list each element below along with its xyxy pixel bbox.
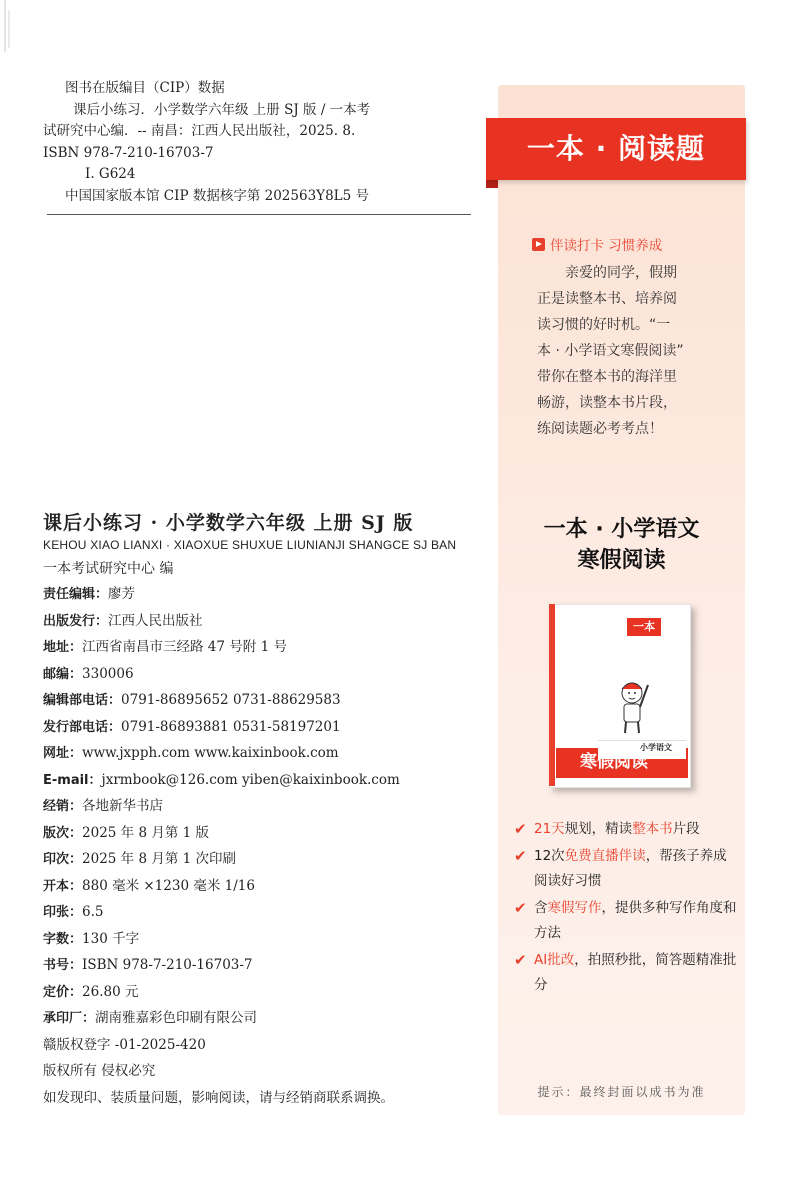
feature-text: 片段 xyxy=(672,821,700,837)
info-row xyxy=(43,928,483,955)
book-title-pinyin: KEHOU XIAO LIANXI · XIAOXUE SHUXUE LIUNIANJI SHANGCE SJ BAN xyxy=(43,538,457,552)
info-label: 承印厂： xyxy=(43,1011,96,1026)
info-row xyxy=(43,663,483,690)
info-label: 编辑部电话： xyxy=(43,693,122,708)
promo-line: 读习惯的好时机。“一 xyxy=(537,317,671,333)
info-label: 字数： xyxy=(43,931,83,947)
info-row xyxy=(43,769,483,796)
divider xyxy=(47,214,471,215)
book-spine xyxy=(549,604,555,786)
info-row xyxy=(43,822,483,849)
cip-line: ISBN 978-7-210-16703-7 xyxy=(43,144,214,161)
info-row xyxy=(43,689,483,716)
info-row xyxy=(43,901,483,928)
book-subject: 小学语文 xyxy=(640,743,672,752)
cip-block xyxy=(43,78,485,207)
feature-item xyxy=(514,844,739,894)
feature-highlight: 寒假写作 xyxy=(547,900,602,916)
info-row xyxy=(43,954,483,981)
info-label: 网址： xyxy=(43,746,83,761)
info-value: 2025 年 8 月第 1 版 xyxy=(82,824,210,841)
ad-subtitle-text: 伴读打卡 习惯养成 xyxy=(550,238,663,254)
info-value: 2025 年 8 月第 1 次印刷 xyxy=(82,851,237,867)
ad-banner xyxy=(486,118,746,180)
info-label: 印张： xyxy=(43,905,83,920)
info-row xyxy=(43,1007,483,1034)
info-value: ISBN 978-7-210-16703-7 xyxy=(82,957,253,973)
book-logo: 一本 xyxy=(627,618,661,636)
info-row xyxy=(43,875,483,902)
check-icon: ✔ xyxy=(514,899,527,917)
info-row xyxy=(43,716,483,743)
feature-highlight: AI批改 xyxy=(534,952,575,968)
info-value: 江西省南昌市三经路 47 号附 1 号 xyxy=(82,639,287,655)
info-label: 版次： xyxy=(43,825,83,841)
ad-promo-text xyxy=(537,260,725,442)
info-value: www.jxpph.com www.kaixinbook.com xyxy=(82,745,339,761)
info-label: 出版发行： xyxy=(43,613,109,629)
scan-edge-marks xyxy=(0,0,18,60)
info-value: 26.80 元 xyxy=(82,983,139,1000)
promo-line: 带你在整本书的海洋里 xyxy=(537,369,677,385)
info-value: 6.5 xyxy=(82,904,104,920)
feature-item xyxy=(514,896,739,946)
info-row xyxy=(43,848,483,875)
feature-list xyxy=(514,817,739,998)
book-title: 课后小练习 · 小学数学六年级 上册 SJ 版 xyxy=(43,512,414,534)
colophon-info xyxy=(43,583,483,1113)
check-icon: ✔ xyxy=(514,951,527,969)
info-row xyxy=(43,636,483,663)
info-value: 880 毫米 ×1230 毫米 1/16 xyxy=(82,877,255,894)
feature-text: 规划，精读 xyxy=(564,821,633,837)
check-icon: ✔ xyxy=(514,847,527,865)
info-row xyxy=(43,583,483,610)
info-label: 经销： xyxy=(43,799,83,814)
feature-text: 含 xyxy=(534,900,548,916)
info-row xyxy=(43,981,483,1008)
info-value: 各地新华书店 xyxy=(82,798,164,814)
ad-banner-title: 一本 · 阅读题 xyxy=(526,132,706,165)
info-value: jxrmbook@126.com yiben@kaixinbook.com xyxy=(101,771,400,788)
info-label: 地址： xyxy=(43,640,83,655)
feature-item xyxy=(514,817,739,842)
promo-line: 本 · 小学语文寒假阅读” xyxy=(537,343,684,359)
book-author: 一本考试研究中心 编 xyxy=(43,561,174,577)
info-row xyxy=(43,610,483,637)
info-value: 廖芳 xyxy=(108,586,136,602)
info-row xyxy=(43,742,483,769)
check-icon: ✔ xyxy=(514,820,527,838)
info-label: 定价： xyxy=(43,984,83,1000)
cover-note: 提示：最终封面以成书为准 xyxy=(537,1085,706,1099)
banner-fold xyxy=(486,180,498,188)
promo-line: 畅游，读整本书片段， xyxy=(537,395,677,411)
product-subtitle: 寒假阅读 xyxy=(577,548,666,573)
info-value: 330006 xyxy=(82,665,134,682)
info-label: 邮编： xyxy=(43,666,83,682)
info-label: 书号： xyxy=(43,958,83,973)
promo-line: 亲爱的同学，假期 xyxy=(565,265,677,281)
cartoon-boy-illustration xyxy=(612,675,652,735)
promo-line: 正是读整本书、培养阅 xyxy=(537,291,677,307)
feature-highlight: 免费直播伴读 xyxy=(564,848,646,864)
info-value: 湖南雅嘉彩色印刷有限公司 xyxy=(95,1010,258,1026)
info-value: 0791-86895652 0731-88629583 xyxy=(121,692,341,708)
info-label: 开本： xyxy=(43,878,83,894)
feature-highlight: 整本书 xyxy=(632,821,673,837)
info-row xyxy=(43,795,483,822)
feature-text: ，拍照秒批，简答题精准批分 xyxy=(534,952,737,993)
cip-line: 试研究中心编．-- 南昌：江西人民出版社，2025. 8. xyxy=(43,123,356,139)
cip-line: 课后小练习．小学数学六年级 上册 SJ 版 / 一本考 xyxy=(73,101,371,118)
promo-line: 练阅读题必考考点！ xyxy=(537,421,663,437)
ad-subtitle xyxy=(532,234,662,254)
info-value: 江西人民出版社 xyxy=(108,612,203,629)
play-icon xyxy=(532,238,545,251)
feature-item xyxy=(514,948,739,998)
copyright-notice: 版权所有 侵权必究 xyxy=(43,1063,156,1079)
info-value: 0791-86893881 0531-58197201 xyxy=(121,718,341,735)
cip-line: 中国国家版本馆 CIP 数据核字第 202563Y8L5 号 xyxy=(65,187,370,204)
cip-line: Ⅰ. G624 xyxy=(85,166,136,182)
feature-text: ，提供多种写作角度和方法 xyxy=(534,900,737,941)
info-value: 130 千字 xyxy=(82,930,140,947)
feature-text: ，帮孩子养成阅读好习惯 xyxy=(534,848,727,889)
info-label: E-mail： xyxy=(43,772,102,788)
feature-text: 12次 xyxy=(534,848,565,864)
book-name: 寒假阅读 xyxy=(580,752,648,772)
cip-heading: 图书在版编目（CIP）数据 xyxy=(65,80,225,96)
info-label: 印次： xyxy=(43,852,83,867)
feature-highlight: 21天 xyxy=(534,821,565,837)
product-title: 一本 · 小学语文 xyxy=(543,517,700,542)
info-label: 发行部电话： xyxy=(43,719,122,735)
copyright-registration: 赣版权登字 -01-2025-420 xyxy=(43,1036,206,1053)
quality-notice: 如发现印、装质量问题，影响阅读，请与经销商联系调换。 xyxy=(43,1089,394,1106)
info-label: 责任编辑： xyxy=(43,587,109,602)
